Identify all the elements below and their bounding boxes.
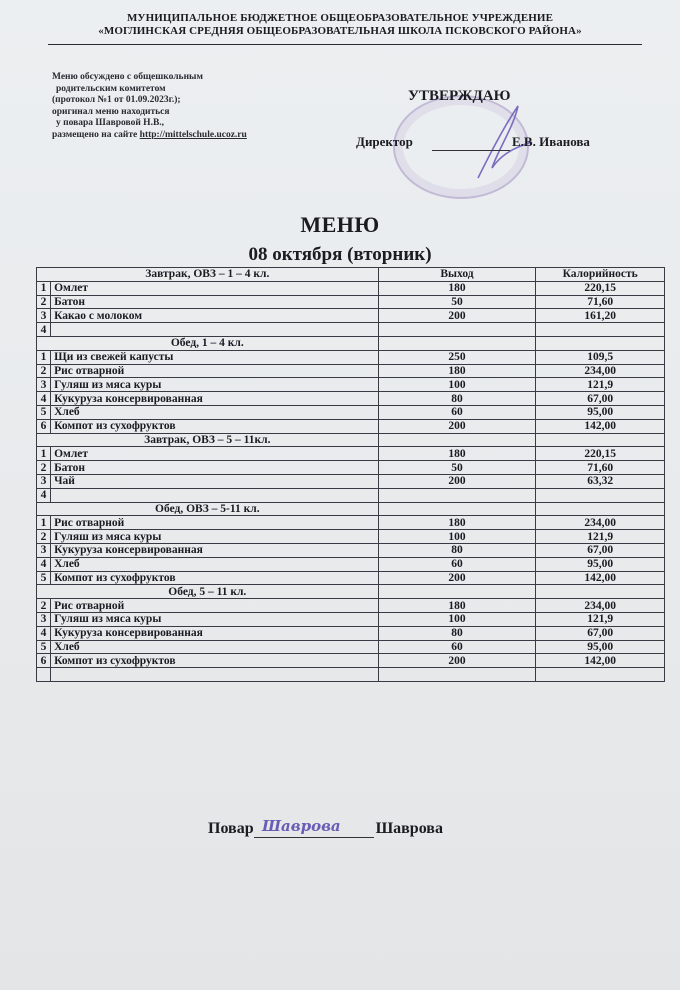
section-title: Завтрак, ОВЗ – 5 – 11кл. — [37, 433, 379, 447]
item-number: 3 — [37, 612, 51, 626]
table-row — [37, 599, 665, 613]
dish-calories: 234,00 — [536, 599, 665, 613]
item-number: 1 — [37, 516, 51, 530]
approval-note — [52, 72, 322, 141]
empty-cell — [378, 585, 536, 599]
org-name-line-2: «МОГЛИНСКАЯ СРЕДНЯЯ ОБЩЕОБРАЗОВАТЕЛЬНАЯ ШКОЛА ПСКОВСКОГО РАЙОНА» — [98, 25, 582, 37]
dish-name: Кукуруза консервированная — [51, 626, 379, 640]
item-number: 4 — [37, 488, 51, 502]
section-title: Обед, 5 – 11 кл. — [37, 585, 379, 599]
table-row — [37, 530, 665, 544]
table-row — [37, 571, 665, 585]
dish-output — [378, 488, 536, 502]
note-site-prefix: размещено на сайте — [52, 129, 140, 140]
item-number: 2 — [37, 599, 51, 613]
dish-name: Компот из сухофруктов — [51, 571, 379, 585]
dish-name: Гуляш из мяса куры — [51, 378, 379, 392]
dish-calories: 67,00 — [536, 392, 665, 406]
dish-output: 60 — [378, 640, 536, 654]
table-row — [37, 281, 665, 295]
dish-calories: 109,5 — [536, 350, 665, 364]
dish-output: 200 — [378, 309, 536, 323]
dish-output: 200 — [378, 654, 536, 668]
dish-calories: 142,00 — [536, 571, 665, 585]
menu-date: 08 октября (вторник) — [248, 244, 432, 265]
organization-header — [40, 12, 640, 38]
menu-table — [36, 267, 665, 682]
dish-name: Рис отварной — [51, 364, 379, 378]
section-title: Завтрак, ОВЗ – 1 – 4 кл. — [37, 268, 379, 282]
note-line-site — [52, 130, 322, 142]
item-number: 1 — [37, 447, 51, 461]
item-number: 5 — [37, 640, 51, 654]
dish-name: Чай — [51, 474, 379, 488]
dish-output: 100 — [378, 612, 536, 626]
table-row — [37, 474, 665, 488]
item-number: 3 — [37, 309, 51, 323]
table-row — [37, 516, 665, 530]
dish-output: 80 — [378, 626, 536, 640]
dish-name: Кукуруза консервированная — [51, 392, 379, 406]
dish-output: 80 — [378, 543, 536, 557]
item-number: 4 — [37, 626, 51, 640]
dish-name: Батон — [51, 461, 379, 475]
dish-calories — [536, 323, 665, 337]
section-title: Обед, ОВЗ – 5-11 кл. — [37, 502, 379, 516]
dish-name: Хлеб — [51, 405, 379, 419]
dish-calories: 63,32 — [536, 474, 665, 488]
cook-signature-block — [208, 817, 443, 838]
dish-output: 250 — [378, 350, 536, 364]
dish-output: 100 — [378, 530, 536, 544]
item-number: 2 — [37, 530, 51, 544]
column-header-output: Выход — [378, 268, 536, 282]
dish-calories — [536, 488, 665, 502]
column-header-calories: Калорийность — [536, 268, 665, 282]
item-number — [37, 668, 51, 682]
section-header-row — [37, 585, 665, 599]
cook-label: Повар — [208, 820, 254, 837]
dish-name — [51, 668, 379, 682]
dish-calories: 142,00 — [536, 654, 665, 668]
dish-output — [378, 323, 536, 337]
dish-calories: 95,00 — [536, 557, 665, 571]
table-row — [37, 309, 665, 323]
item-number: 4 — [37, 323, 51, 337]
dish-name: Омлет — [51, 447, 379, 461]
item-number: 3 — [37, 474, 51, 488]
table-row — [37, 488, 665, 502]
dish-name: Рис отварной — [51, 599, 379, 613]
empty-cell — [378, 433, 536, 447]
table-row — [37, 654, 665, 668]
dish-calories: 121,9 — [536, 612, 665, 626]
dish-name: Компот из сухофруктов — [51, 654, 379, 668]
dish-name: Щи из свежей капусты — [51, 350, 379, 364]
dish-output: 60 — [378, 557, 536, 571]
table-row — [37, 295, 665, 309]
table-row — [37, 405, 665, 419]
cook-signature-text: Шаврова — [261, 817, 341, 835]
note-line: (протокол №1 от 01.09.2023г.); — [52, 95, 181, 105]
dish-calories: 67,00 — [536, 543, 665, 557]
table-row — [37, 392, 665, 406]
menu-table-body — [37, 268, 665, 682]
director-signature-line — [432, 150, 510, 151]
dish-output: 200 — [378, 474, 536, 488]
section-header-row — [37, 433, 665, 447]
empty-cell — [536, 502, 665, 516]
dish-output: 180 — [378, 516, 536, 530]
empty-cell — [378, 502, 536, 516]
dish-calories: 220,15 — [536, 447, 665, 461]
org-name-line-1: МУНИЦИПАЛЬНОЕ БЮДЖЕТНОЕ ОБЩЕОБРАЗОВАТЕЛЬНОЕ УЧРЕЖДЕНИЕ — [126, 12, 554, 24]
item-number: 2 — [37, 295, 51, 309]
item-number: 2 — [37, 364, 51, 378]
dish-output: 80 — [378, 392, 536, 406]
note-line: у повара Шавровой Н.В., — [56, 118, 165, 128]
item-number: 1 — [37, 350, 51, 364]
empty-cell — [536, 433, 665, 447]
dish-calories: 95,00 — [536, 640, 665, 654]
item-number: 3 — [37, 378, 51, 392]
table-row — [37, 378, 665, 392]
page-title: МЕНЮ — [300, 212, 380, 237]
item-number: 3 — [37, 543, 51, 557]
dish-calories: 234,00 — [536, 516, 665, 530]
dish-name: Кукуруза консервированная — [51, 543, 379, 557]
section-header-row — [37, 268, 665, 282]
dish-output: 200 — [378, 419, 536, 433]
dish-name: Хлеб — [51, 640, 379, 654]
table-row — [37, 461, 665, 475]
approval-title: УТВЕРЖДАЮ — [408, 88, 511, 104]
item-number: 2 — [37, 461, 51, 475]
table-row — [37, 447, 665, 461]
item-number: 5 — [37, 571, 51, 585]
item-number: 1 — [37, 281, 51, 295]
cook-signature-line — [254, 817, 374, 838]
dish-name: Какао с молоком — [51, 309, 379, 323]
director-name: Е.В. Иванова — [512, 134, 590, 149]
section-title: Обед, 1 – 4 кл. — [37, 336, 379, 350]
table-row — [37, 350, 665, 364]
dish-calories: 234,00 — [536, 364, 665, 378]
table-row — [37, 543, 665, 557]
dish-name: Гуляш из мяса куры — [51, 612, 379, 626]
dish-output: 100 — [378, 378, 536, 392]
table-row — [37, 364, 665, 378]
dish-name: Гуляш из мяса куры — [51, 530, 379, 544]
dish-name — [51, 323, 379, 337]
dish-output: 60 — [378, 405, 536, 419]
dish-name — [51, 488, 379, 502]
table-row — [37, 668, 665, 682]
section-header-row — [37, 336, 665, 350]
dish-calories: 121,9 — [536, 378, 665, 392]
dish-output: 180 — [378, 364, 536, 378]
empty-cell — [378, 336, 536, 350]
dish-name: Компот из сухофруктов — [51, 419, 379, 433]
dish-output: 50 — [378, 295, 536, 309]
table-row — [37, 612, 665, 626]
dish-output: 50 — [378, 461, 536, 475]
dish-name: Омлет — [51, 281, 379, 295]
empty-cell — [536, 336, 665, 350]
item-number: 6 — [37, 419, 51, 433]
dish-output: 180 — [378, 281, 536, 295]
item-number: 6 — [37, 654, 51, 668]
dish-calories: 121,9 — [536, 530, 665, 544]
cook-name: Шаврова — [375, 820, 443, 837]
empty-cell — [536, 585, 665, 599]
item-number: 5 — [37, 405, 51, 419]
dish-calories: 161,20 — [536, 309, 665, 323]
table-row — [37, 419, 665, 433]
dish-name: Рис отварной — [51, 516, 379, 530]
note-line: Меню обсуждено с общешкольным — [52, 72, 203, 82]
header-divider — [48, 44, 642, 45]
dish-calories: 220,15 — [536, 281, 665, 295]
table-row — [37, 557, 665, 571]
dish-calories: 67,00 — [536, 626, 665, 640]
dish-calories — [536, 668, 665, 682]
dish-calories: 71,60 — [536, 295, 665, 309]
cook-handwritten-signature — [258, 813, 372, 839]
dish-output: 180 — [378, 447, 536, 461]
table-row — [37, 323, 665, 337]
item-number: 4 — [37, 557, 51, 571]
director-label: Директор — [356, 134, 413, 149]
note-line: оригинал меню находиться — [52, 106, 170, 117]
dish-output: 180 — [378, 599, 536, 613]
section-header-row — [37, 502, 665, 516]
item-number: 4 — [37, 392, 51, 406]
dish-output — [378, 668, 536, 682]
note-line: родительским комитетом — [56, 83, 166, 94]
dish-output: 200 — [378, 571, 536, 585]
dish-calories: 142,00 — [536, 419, 665, 433]
dish-calories: 95,00 — [536, 405, 665, 419]
dish-name: Батон — [51, 295, 379, 309]
dish-calories: 71,60 — [536, 461, 665, 475]
dish-name: Хлеб — [51, 557, 379, 571]
table-row — [37, 626, 665, 640]
site-link[interactable]: http://mittelschule.ucoz.ru — [139, 129, 247, 140]
table-row — [37, 640, 665, 654]
